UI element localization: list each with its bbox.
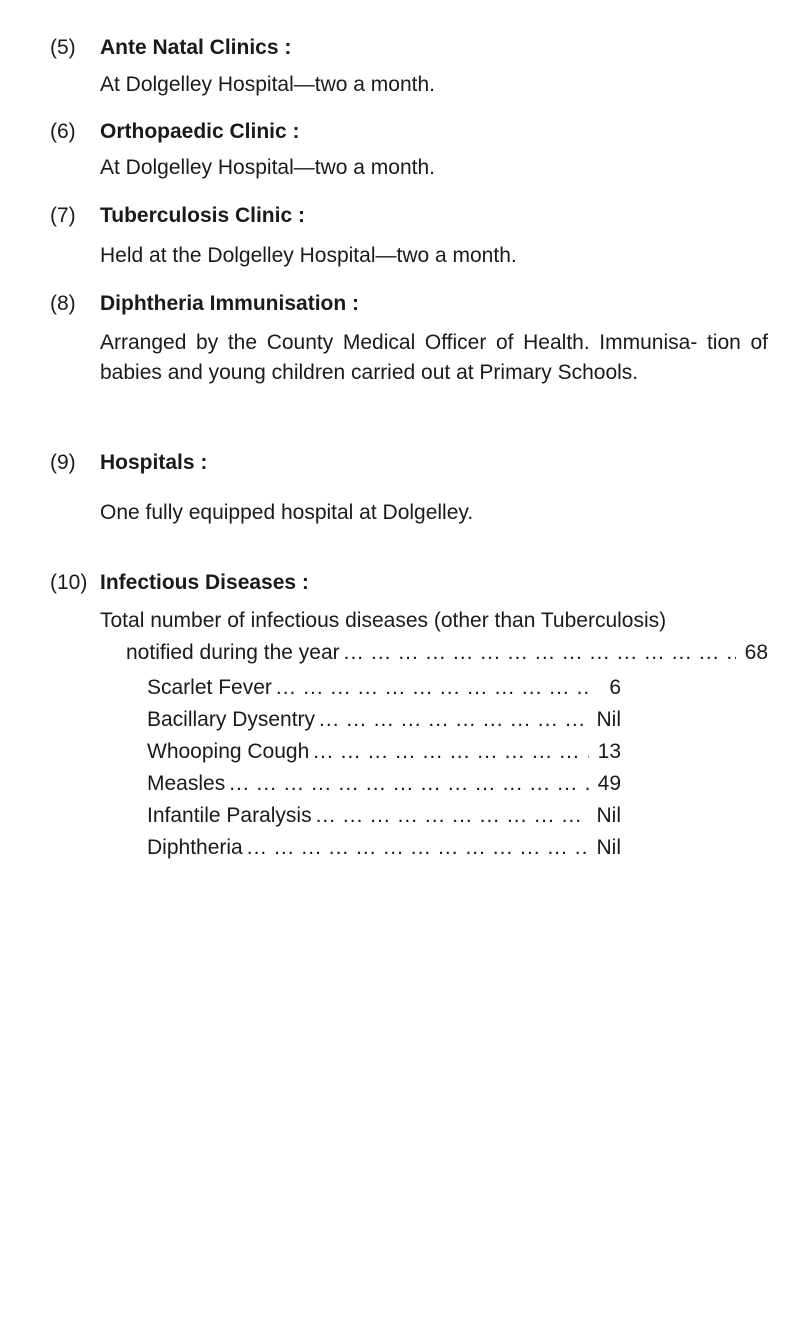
disease-value: 6 bbox=[609, 676, 621, 699]
section-8-text: Arranged by the County Medical Officer of Health. Immunisa- tion of babies and young children carried out at Primary Schools. bbox=[100, 331, 768, 384]
section-9-text: One fully equipped hospital at Dolgelley. bbox=[100, 501, 474, 524]
disease-row bbox=[147, 737, 621, 767]
disease-value: 49 bbox=[597, 772, 621, 795]
disease-name: Diphtheria bbox=[147, 836, 243, 859]
dot-leader bbox=[247, 833, 589, 863]
notified-label: notified during the year bbox=[126, 641, 340, 664]
disease-name: Infantile Paralysis bbox=[147, 804, 312, 827]
section-6-text: At Dolgelley Hospital—two a month. bbox=[100, 156, 435, 179]
section-9-heading: Hospitals : bbox=[100, 451, 208, 474]
section-7-text: Held at the Dolgelley Hospital—two a month. bbox=[100, 244, 517, 267]
section-8-heading: Diphtheria Immunisation : bbox=[100, 292, 360, 315]
dot-leader bbox=[316, 801, 589, 831]
disease-name: Whooping Cough bbox=[147, 740, 310, 763]
disease-row bbox=[147, 673, 621, 703]
section-7-number: (7) bbox=[50, 204, 76, 227]
dot-leader bbox=[344, 638, 736, 668]
section-6-heading: Orthopaedic Clinic : bbox=[100, 120, 300, 143]
disease-name: Measles bbox=[147, 772, 226, 795]
dot-leader bbox=[229, 769, 589, 799]
disease-value: Nil bbox=[596, 708, 621, 731]
section-10-heading: Infectious Diseases : bbox=[100, 571, 309, 594]
disease-row bbox=[147, 833, 621, 863]
dot-leader bbox=[313, 737, 589, 767]
section-9-number: (9) bbox=[50, 451, 76, 474]
disease-name: Scarlet Fever bbox=[147, 676, 272, 699]
section-8-number: (8) bbox=[50, 292, 76, 315]
disease-row bbox=[147, 769, 621, 799]
disease-row bbox=[147, 801, 621, 831]
notified-row bbox=[126, 638, 768, 668]
disease-value: 13 bbox=[597, 740, 621, 763]
disease-value: Nil bbox=[596, 804, 621, 827]
disease-row bbox=[147, 705, 621, 735]
section-5-number: (5) bbox=[50, 36, 76, 59]
dot-leader bbox=[319, 705, 589, 735]
disease-name: Bacillary Dysentry bbox=[147, 708, 316, 731]
section-5-text: At Dolgelley Hospital—two a month. bbox=[100, 73, 435, 96]
section-6-number: (6) bbox=[50, 120, 76, 143]
infectious-total-line: Total number of infectious diseases (other than Tuberculosis) bbox=[100, 609, 667, 632]
disease-value: Nil bbox=[596, 836, 621, 859]
section-5-heading: Ante Natal Clinics : bbox=[100, 36, 292, 59]
notified-value: 68 bbox=[744, 641, 768, 664]
section-10-number: (10) bbox=[50, 571, 88, 594]
dot-leader bbox=[276, 673, 589, 703]
section-7-heading: Tuberculosis Clinic : bbox=[100, 204, 305, 227]
